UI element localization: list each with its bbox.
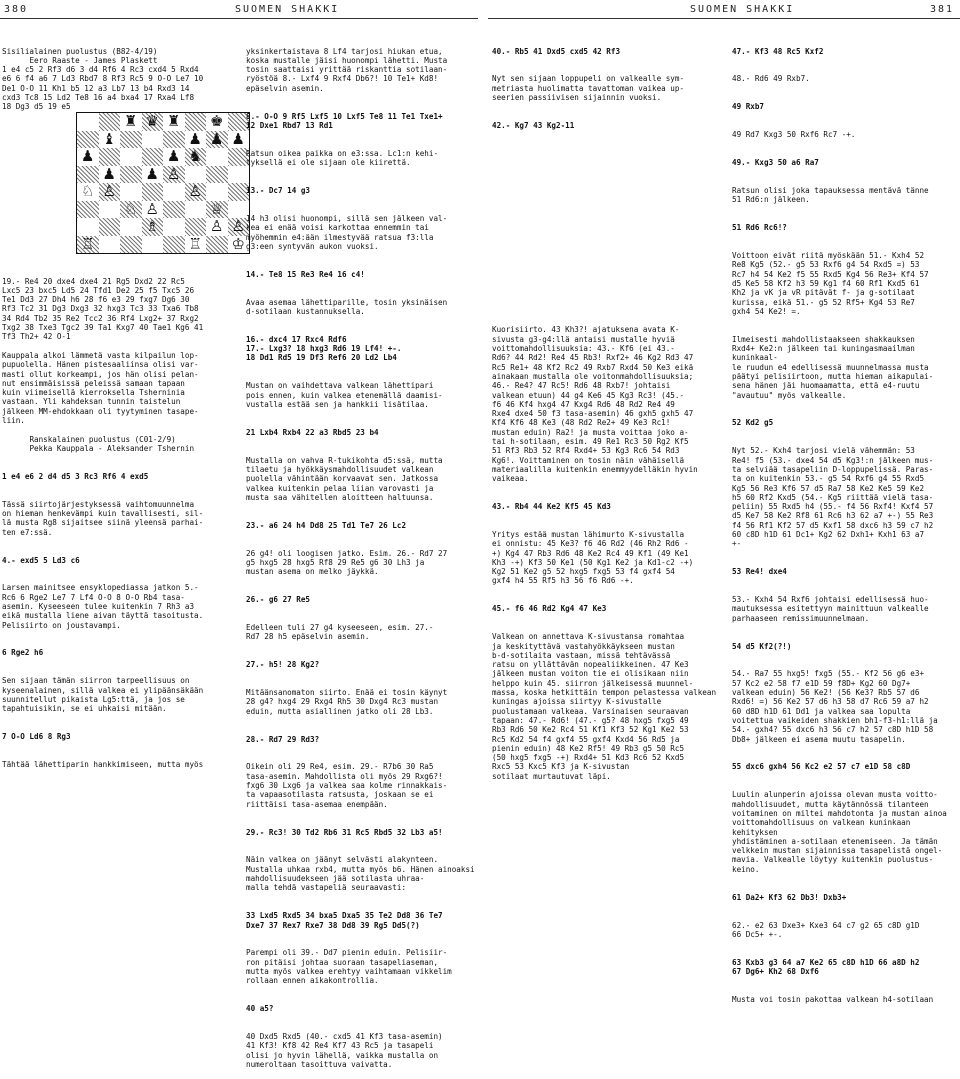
column-3 xyxy=(492,28,724,790)
page-number-right: 381 xyxy=(930,4,955,15)
col3-gap xyxy=(492,149,724,307)
board-square xyxy=(120,131,142,149)
col4-move-8: 55 dxc6 gxh4 56 Kc2 e2 57 c7 e1D 58 c8D xyxy=(732,762,911,772)
chess-piece-icon: ♕ xyxy=(210,199,224,218)
chess-piece-icon: ♟ xyxy=(81,147,95,165)
running-title-left: SUOMEN SHAKKI xyxy=(235,4,340,15)
board-square xyxy=(185,218,207,236)
game-2-move-1: 4.- exd5 5 Ld3 c6 xyxy=(2,555,80,565)
board-square xyxy=(163,131,185,149)
col2-text-12: 40 Dxd5 Rxd5 (40.- cxd5 41 Kf3 tasa-asemin) 41 Kf3! Kf8 42 Re4 Kf7 43 Rc5 ja tasapeli olisi jo hyvin lähellä, vaikka mustalla on numeroltaan tasoittuva vaivatta. xyxy=(246,1032,443,1069)
col4-text-5: Ilmeisesti mahdollistaakseen shakkauksen Rxd4+ Ke2:n jälkeen tai kuningasmaailman kuninkaal- le ruudun e4 edellisessä muunnelmassa musta päätyi pelisiirtoon, mutta hieman aikapulai- sena hänen jäi huomaamatta, että e4-ruutu "avautuu" myös valkealle. xyxy=(732,334,934,400)
chess-piece-icon: ♜ xyxy=(167,112,181,130)
game-2-move-3: 7 O-O Ld6 8 Rg3 xyxy=(2,732,71,742)
board-square xyxy=(163,218,185,236)
col2-text-6: 26 g4! oli loogisen jatko. Esim. 26.- Rd7 27 g5 hxg5 28 hxg5 Rf8 29 Re5 g6 30 Lh3 ja mustan asema on melko jäykkä. xyxy=(246,548,448,577)
col3-text-3: Yritys estää mustan lähimurto K-sivustalla ei onnistu: 45 Ke3? f6 46 Rd2 (46 Rh2 Rd6 - +) Kg4 47 Rb3 Rd6 48 Ke2 Rc4 49 Kf1 (49 Ke1 Kh3 -+) Kf3 50 Ke1 (50 Kg1 Ke2 ja Kd1-c2 -+) Kg2 51 Ke2 g5 52 hxg5 fxg5 53 f4 gxf4 54 gxf4 h4 55 Rf5 h3 56 f6 Rd6 -+. xyxy=(492,529,694,586)
col2-text-1: Ratsun oikea paikka on e3:ssa. Lc1:n kehi- tyksellä ei ole sijaan ole kiirettä. xyxy=(246,148,439,168)
col2-text-10: Näin valkea on jäänyt selvästi alakynteen. Mustalla uhkaa rxb4, mutta myös b6. Hänen ainoaksi mahdollisuudekseen jää sotilasta uhraa- malla tehdä vastapeliä seuraavasti: xyxy=(246,855,475,893)
col4-move-2: 49 Rxb7 xyxy=(732,102,765,112)
col4-text-3: Ratsun olisi joka tapauksessa mentävä tänne 51 Rd6:n jälkeen. xyxy=(732,186,929,205)
col4-text-1: 48.- Rd6 49 Rxb7. xyxy=(732,74,810,84)
col3-move-2: 42.- Kg7 43 Kg2-11 xyxy=(492,120,575,130)
col2-move-3: 14.- Te8 15 Re3 Re4 16 c4! xyxy=(246,269,365,279)
game-2-comment-3: Sen sijaan tämän siirron tarpeellisuus on kyseenalainen, sillä valkea ei ylipäänsäkään suunnitellut pikaista Lg5:ttä, ja jos se tapahtuisikin, se ei uhkaisi mitään. xyxy=(2,676,204,714)
board-square xyxy=(163,236,185,254)
chess-piece-icon: ♜ xyxy=(124,112,138,130)
board-square xyxy=(120,218,142,236)
board-square xyxy=(99,148,121,166)
board-square xyxy=(142,131,164,149)
board-square xyxy=(99,201,121,219)
col4-move-3: 49.- Kxg3 50 a6 Ra7 xyxy=(732,158,819,168)
col3-move-3: 43.- Rb4 44 Ke2 Kf5 45 Kd3 xyxy=(492,502,611,512)
board-square xyxy=(185,166,207,184)
chess-piece-icon: ♙ xyxy=(145,199,159,218)
game-1-moves: 19.- Re4 20 dxe4 dxe4 21 Rg5 Dxd2 22 Rc5 Lxc5 23 bxc5 Ld5 24 Tfd1 De2 25 f5 Txc5 26 Te1 Dd3 27 Dh4 h6 28 f6 e3 29 fxg7 Dg6 30 Rf3 Tc2 31 Dg3 Dxg3 32 hxg3 Tc3 33 Txa6 Tb8 34 Rd4 Tb2 35 Re2 Tcc2 36 Rf4 Lxg2+ 37 Rxg2 Txg2 38 Txe3 Tgc2 39 Ta1 Kxg7 40 Tae1 Kg6 41 Tf3 Th2+ 42 O-1 Kauppala alkoi lämmetä vasta kilpailun lop- pupuolella. Hänen pistesaaliinsa olisi var- masti ollut korkeampi, jos hän olisi pelan- nut ensimmäisissä peleissä samaan tapaan kuin viimeisellä kierroksella Tsherninia vastaan. Yli kahdeksan tunnin taistelun jälkeen MM-ehdokkaan oli tyytyminen tasape- liin. Ranskalainen puolustus (C01-2/9) Pekka Kauppala - Aleksander Tshernin xyxy=(2,276,204,453)
col4-text-11: Musta voi tosin pakottaa valkean h4-sotilaan xyxy=(732,994,934,1004)
column-1-lower xyxy=(2,258,238,779)
board-square xyxy=(77,218,99,236)
board-square xyxy=(206,236,228,254)
col2-move-9: 28.- Rd7 29 Rd3? xyxy=(246,734,320,744)
col2-text-3: Avaa asemaa lähettiparille, tosin yksinäisen d-sotilaan kustannuksella. xyxy=(246,297,448,316)
col2-move-2: 13.- Dc7 14 g3 xyxy=(246,186,311,196)
col2-text-11: Parempi oli 39.- Dd7 pienin eduin. Pelisiir- ron pitäisi johtaa suoraan tasapeliaseman, mutta myös valkea erehtyy vaihtamaan vikkelim rollaan ennen aikakontrollia. xyxy=(246,948,452,986)
chess-piece-icon: ♖ xyxy=(188,234,202,253)
col4-move-6: 53 Re4! dxe4 xyxy=(732,567,787,577)
chess-piece-icon: ♟ xyxy=(102,164,116,183)
col2-text-2: 14 h3 olisi huonompi, sillä sen jälkeen val- kea ei enää voisi karkottaa ennemmin tai myöhemmin e4:ään ilmestyvää ratsua f3:lla g3:een syntyvän aukon vuoksi. xyxy=(246,213,448,251)
board-square xyxy=(185,113,207,131)
board-square xyxy=(77,201,99,219)
chess-piece-icon: ♙ xyxy=(231,217,245,235)
chess-piece-icon: ♗ xyxy=(145,217,159,235)
column-1 xyxy=(2,28,238,121)
col4-text-2: 49 Rd7 Kxg3 50 Rxf6 Rc7 -+. xyxy=(732,130,856,140)
chess-piece-icon: ♟ xyxy=(167,147,181,165)
board-square xyxy=(120,183,142,201)
col4-move-7: 54 d5 Kf2(?!) xyxy=(732,641,792,651)
col3-text-4: Valkean on annettava K-sivustansa romahtaa ja keskityttävä vastahyökkäykseen mustan b-d-sotilaita vastaan, missä tehtävässä ratsu on yllättävän nopealiikkeinen. 47 Ke3 jälkeen mustan voiton tie ei olisikaan niin helppo kuin 45. siirron jälkeisessä muunnel- massa, koska hetkittäin tempon pelastessa valkean kuningas ajoissa siirtyy K-sivustalle puolustamaan valkeaa. Varsinaisen seuraavan tapaan: 47.- Rd6! (47.- g5? 48 hxg5 fxg5 49 Rb3 Rd6 50 Ke2 Rc4 51 Kf1 Kf3 52 Kg1 Ke2 53 Rc5 Kd2 54 f4 gxf4 55 gxf4 Kxd4 56 Rd5 ja pienin eduin) 48 Ke2 Rf5! 49 Rb3 g5 50 Rc5 (50 hxg5 fxg5 -+) Rxd4+ 51 Kd3 Rc6 52 Kxd5 Rxc5 53 Kxc5 Kf3 ja K-sivustan sotilaat murtautuvat läpi. xyxy=(492,632,717,781)
col2-text-7: Edelleen tuli 27 g4 kyseeseen, esim. 27.- Rd7 28 h5 epäselvin asemin. xyxy=(246,623,434,642)
chess-piece-icon: ♙ xyxy=(167,164,181,183)
chess-piece-icon: ♙ xyxy=(188,182,202,200)
game-1-header: Sisilialainen puolustus (B82-4/19) Eero Raaste - James Plaskett 1 e4 c5 2 Rf3 d6 3 d4 Rf6 4 Rc3 cxd4 5 Rxd4 e6 6 f4 a6 7 Ld3 Rbd7 8 Rf3 Rc5 9 O-O Le7 10 De1 O-O 11 Kh1 b5 12 a3 Lb7 13 b4 Rxd3 14 cxd3 Tc8 15 Ld2 Te8 16 a4 bxa4 17 Rxa4 Lf8 18 Dg3 d5 19 e5 xyxy=(2,46,204,112)
chess-piece-icon: ♝ xyxy=(102,129,116,148)
col2-move-7: 26.- g6 27 Re5 xyxy=(246,595,311,605)
col2-text-5: Mustalla on vahva R-tukikohta d5:ssä, mutta tilaetu ja hyökkäysmahdollisuudet valkean puolella vähintään korvaavat sen. Jatkossa valkea kuitenkin pelaa liian varovasti ja musta saa vähitellen aloitteen haltuunsa. xyxy=(246,455,443,502)
column-2 xyxy=(246,28,478,1079)
board-square xyxy=(206,183,228,201)
chess-piece-icon: ♛ xyxy=(145,112,159,130)
col4-move-4: 51 Rd6 Rc6!? xyxy=(732,223,787,233)
board-square xyxy=(77,166,99,184)
chess-piece-icon: ♟ xyxy=(231,129,245,148)
chess-piece-icon: ♟ xyxy=(210,129,224,148)
col4-text-6: Nyt 52.- Kxh4 tarjosi vielä vähemmän: 53 Re4! f5 (53.- dxe4 54 d5 Kg3!:n jälkeen mus- ta selviää tasapeliin D-loppupelissä. Paras- ta on kuitenkin 53.- g5 54 Rxf6 g4 55 Rxd5 Kg5 56 Re3 Kf6 57 d5 Ra7 58 Ke2 Ke5 59 Ke2 h5 60 Rf2 Kxd5 (54.- Kg5 riittää vielä tasa- peliin) 55 Rxd5 h4 (55.- f4 56 Rxf4! Kxf4 57 d5 Ke7 58 Ke2 Rf8 61 Rc6 h3 62 a7 +-) 55 Re3 f4 56 Rf1 Kf2 57 d5 Kxf1 58 dxc6 h3 59 c7 h2 60 c8D h1D 61 Dc1+ Kg2 62 Dxh1+ Kxh1 63 a7 +- xyxy=(732,446,934,549)
game-2-comment-2: Larsen mainitsee ensyklopediassa jatkon 5.- Rc6 6 Rge2 Le7 7 Lf4 O-O 8 O-O Rb4 tasa- asemin. Kyseeseen tulee kuitenkin 7 Rh3 a3 eikä mustalla liene aivan täyttä tasoitusta. Pelisiirto on joustavampi. xyxy=(2,583,204,630)
column-4 xyxy=(732,28,958,1013)
board-square xyxy=(99,113,121,131)
col2-move-4: 16.- dxc4 17 Rxc4 Rdf6 17.- Lxg3? 18 hxg3 Rd6 19 Lf4! +-. 18 Dd1 Rd5 19 Df3 Ref6 20 Ld2 Lb4 xyxy=(246,334,402,363)
game-2-comment-1: Tässä siirtojärjestyksessä vaihtomuunnelma on hieman henkevämpi kuin tavallisesti, sil- lä musta Rg8 sijaitsee siinä yleensä parhai- ten e7:ssä. xyxy=(2,499,204,537)
col2-move-1: 8.- O-O 9 Rf5 Lxf5 10 Lxf5 Te8 11 Te1 Txe1+ 12 Dxe1 Rbd7 13 Rd1 xyxy=(246,111,443,130)
col3-text-1: Nyt sen sijaan loppupeli on valkealle sym- metriasta huolimatta tavattoman vaikea up- seerien passiivisen sijainnin vuoksi. xyxy=(492,74,685,103)
board-square xyxy=(163,201,185,219)
chess-piece-icon: ♟ xyxy=(188,129,202,148)
chess-diagram xyxy=(76,112,250,254)
game-2-opening: 1 e4 e6 2 d4 d5 3 Rc3 Rf6 4 exd5 xyxy=(2,471,149,481)
page-number-left: 380 xyxy=(4,4,29,15)
col2-move-5: 21 Lxb4 Rxb4 22 a3 Rbd5 23 b4 xyxy=(246,427,379,437)
game-2-move-2: 6 Rge2 h6 xyxy=(2,648,44,658)
chess-piece-icon: ♙ xyxy=(210,217,224,235)
board-square xyxy=(206,166,228,184)
board-square xyxy=(120,148,142,166)
board-square xyxy=(120,166,142,184)
chess-piece-icon: ♟ xyxy=(145,164,159,183)
chess-piece-icon: ♞ xyxy=(188,147,202,165)
col4-move-10: 63 Kxb3 g3 64 a7 Ke2 65 c8D h1D 66 a8D h2 67 Dg6+ Kh2 68 Dxf6 xyxy=(732,957,920,976)
col2-text-4: Mustan on vaihdettava valkean lähettipari pois ennen, kuin valkea etenemällä daamisi- vustalla estää sen ja hankkii lisätilaa. xyxy=(246,381,443,409)
col4-text-8: 54.- Ra7 55 hxg5! fxg5 (55.- Kf2 56 g6 e3+ 57 Kc2 e2 58 f7 e1D 59 f8D+ Kg2 60 Dg7+ valkean eduin) 56 Ke2! (56 Ke3? Rb5 57 d6 Rxd6! =) 56 Ke2 57 d6 h3 58 d7 Rc6 59 a7 h2 60 d8D h1D 61 Dd1 ja valkea saa lopulta voitettua vaikeiden shakkien bh1-f3-h1:llä ja 54.- gxh4? 55 dxc6 h3 56 c7 h2 57 c8D h1D 58 Db8+ jälkeen ei asema muutu tasapelin. xyxy=(732,669,938,744)
chess-piece-icon: ♔ xyxy=(231,234,245,253)
game-2-comment-4: Tähtää lähettiparin hankkimiseen, mutta myös xyxy=(2,760,204,770)
col3-move-1: 40.- Rb5 41 Dxd5 cxd5 42 Rf3 xyxy=(492,46,621,56)
board-square xyxy=(77,131,99,149)
col2-text-0: yksinkertaistava 8 Lf4 tarjosi hiukan etua, koska mustalle jäisi huonompi lähetti. Musta tosin saattaisi yrittää riskanttia sotilaan- ryöstöä 8.- Lxf4 9 Rxf4 Db6?! 10 Te1+ Kd8! epäselvin asemin. xyxy=(246,46,448,93)
col4-text-10: 62.- e2 63 Dxe3+ Kxe3 64 c7 g2 65 c8D g1D 66 Dc5+ +-. xyxy=(732,920,920,939)
header-rule-right xyxy=(488,18,960,19)
col4-move-1: 47.- Kf3 48 Rc5 Kxf2 xyxy=(732,46,824,56)
board-square xyxy=(185,201,207,219)
col2-text-8: Mitäänsanomaton siirto. Enää ei tosin käynyt 28 g4? hxg4 29 Rxg4 Rh5 30 Dxg4 Rc3 mustan eduin, mutta asiallinen jatko oli 28 Lb3. xyxy=(246,688,448,716)
board-square xyxy=(206,148,228,166)
chess-piece-icon: ♘ xyxy=(124,199,138,218)
col2-move-11: 33 Lxd5 Rxd5 34 bxa5 Dxa5 35 Te2 Dd8 36 Te7 Dxe7 37 Rex7 Rxe7 38 Dd8 39 Rg5 Dd5(?) xyxy=(246,911,443,930)
board-square xyxy=(77,113,99,131)
board-square xyxy=(163,183,185,201)
col4-text-9: Luulin alunperin ajoissa olevan musta voitto- mahdollisuudet, mutta käytännössä tilanteen voitaminen on miltei mahdotonta ja mustan ainoa voittomahdollisuus on valkean kuninkaan kehityksen yhdistäminen a-sotilaan etenemiseen. Ja tämän velkkein mustan sijainnissa tasapelistä ongel- mavia. Valkealle löytyy kuitenkin puolustus- keino. xyxy=(732,790,947,874)
col2-move-6: 23.- a6 24 h4 Dd8 25 Td1 Te7 26 Lc2 xyxy=(246,520,407,530)
col3-text-2: Kuorisiirto. 43 Kh3?! ajatuksena avata K- sivusta g3-g4:llä antaisi mustalle hyviä voittomahdollisuuksia: 43.- Kf6 (ei 43.- Rd6? 44 Rd2! Re4 45 Rb3! Rxf2+ 46 Kg2 Rd3 47 Rc5 Re1+ 48 Kf2 Rc2 49 Rxb7 Rxd4 50 Ke3 eikä ainakaan mustalla ole voitonmahdollisuuksia; 46.- Re4? 47 Rc5! Rd6 48 Rxb7! johtaisi valkean etuun) 44 g4 Ke6 45 Kg3 Rc3! (45.- f6 46 Kf4 hxg4 47 Kxg4 Rd6 48 Rd2 Re4 49 Rxe4 dxe4 50 f3 tasa-asemin) 46 gxh5 gxh5 47 Kf4 Kf6 48 Ke3 (48 Rd2 Re2+ 49 Ke3 Rc1! mustan eduin) Ra2! ja musta voittaa joko a- tai h-sotilaan, esim. 49 Re1 Rc3 50 Rg2 Kf5 51 Rf3 Rb3 52 Rf4 Rxd4+ 53 Kg3 Rc6 54 Rd3 Kg6!. Voittaminen on tosin näin vähäisellä materiaalilla kuitenkin enemmyydelläkin hyvin vaikeaa. xyxy=(492,325,698,484)
col4-text-4: Voittoon eivät riitä myöskään 51.- Kxh4 52 Re8 Kg5 (52.- g5 53 Rxf6 g4 54 Rxd5 =) 53 Rc7 h4 54 Ke2 f5 55 Rxd5 Kg4 56 Re3+ Kf4 57 d5 Ke5 58 Kf2 h3 59 Kg1 f4 60 Rf1 Kxd5 61 Kh2 ja vK ja vR pitävät f- ja g-sotilaat kurissa, eikä 51.- g5 52 Rf5+ Kg4 53 Re7 gxh4 54 Ke2! =. xyxy=(732,251,929,316)
board-square xyxy=(142,183,164,201)
board-square xyxy=(99,218,121,236)
col2-move-12: 40 a5? xyxy=(246,1004,274,1014)
board-square xyxy=(142,236,164,254)
board-square xyxy=(120,236,142,254)
chess-piece-icon: ♚ xyxy=(210,112,224,130)
running-title-right: SUOMEN SHAKKI xyxy=(690,4,795,15)
chess-piece-icon: ♖ xyxy=(81,234,95,253)
board-square xyxy=(142,148,164,166)
col4-text-7: 53.- Kxh4 54 Rxf6 johtaisi edellisessä huo- mautuksessa esitettyyn mainittuun valkealle parhaaseen remissimuunnelmaan. xyxy=(732,595,929,623)
col3-move-4: 45.- f6 46 Rd2 Kg4 47 Ke3 xyxy=(492,604,607,614)
col2-move-8: 27.- h5! 28 Kg2? xyxy=(246,660,320,670)
chess-piece-icon: ♙ xyxy=(102,182,116,200)
col2-move-10: 29.- Rc3! 30 Td2 Rb6 31 Rc5 Rbd5 32 Lb3 a5! xyxy=(246,827,443,837)
header-rule-left xyxy=(0,18,478,19)
chess-piece-icon: ♘ xyxy=(81,182,95,200)
board-square xyxy=(99,236,121,254)
col4-move-9: 61 Da2+ Kf3 62 Db3! Dxb3+ xyxy=(732,892,847,902)
col4-move-5: 52 Kd2 g5 xyxy=(732,418,774,428)
col2-text-9: Oikein oli 29 Re4, esim. 29.- R7b6 30 Ra5 tasa-asemin. Mahdollista oli myös 29 Rxg6?! fxg6 30 Lxg6 ja valkea saa kolme rinnakkais- ta vapaasotilasta ratsusta, joskaan se ei riittäisi tasa-asemaa enempään. xyxy=(246,762,448,809)
